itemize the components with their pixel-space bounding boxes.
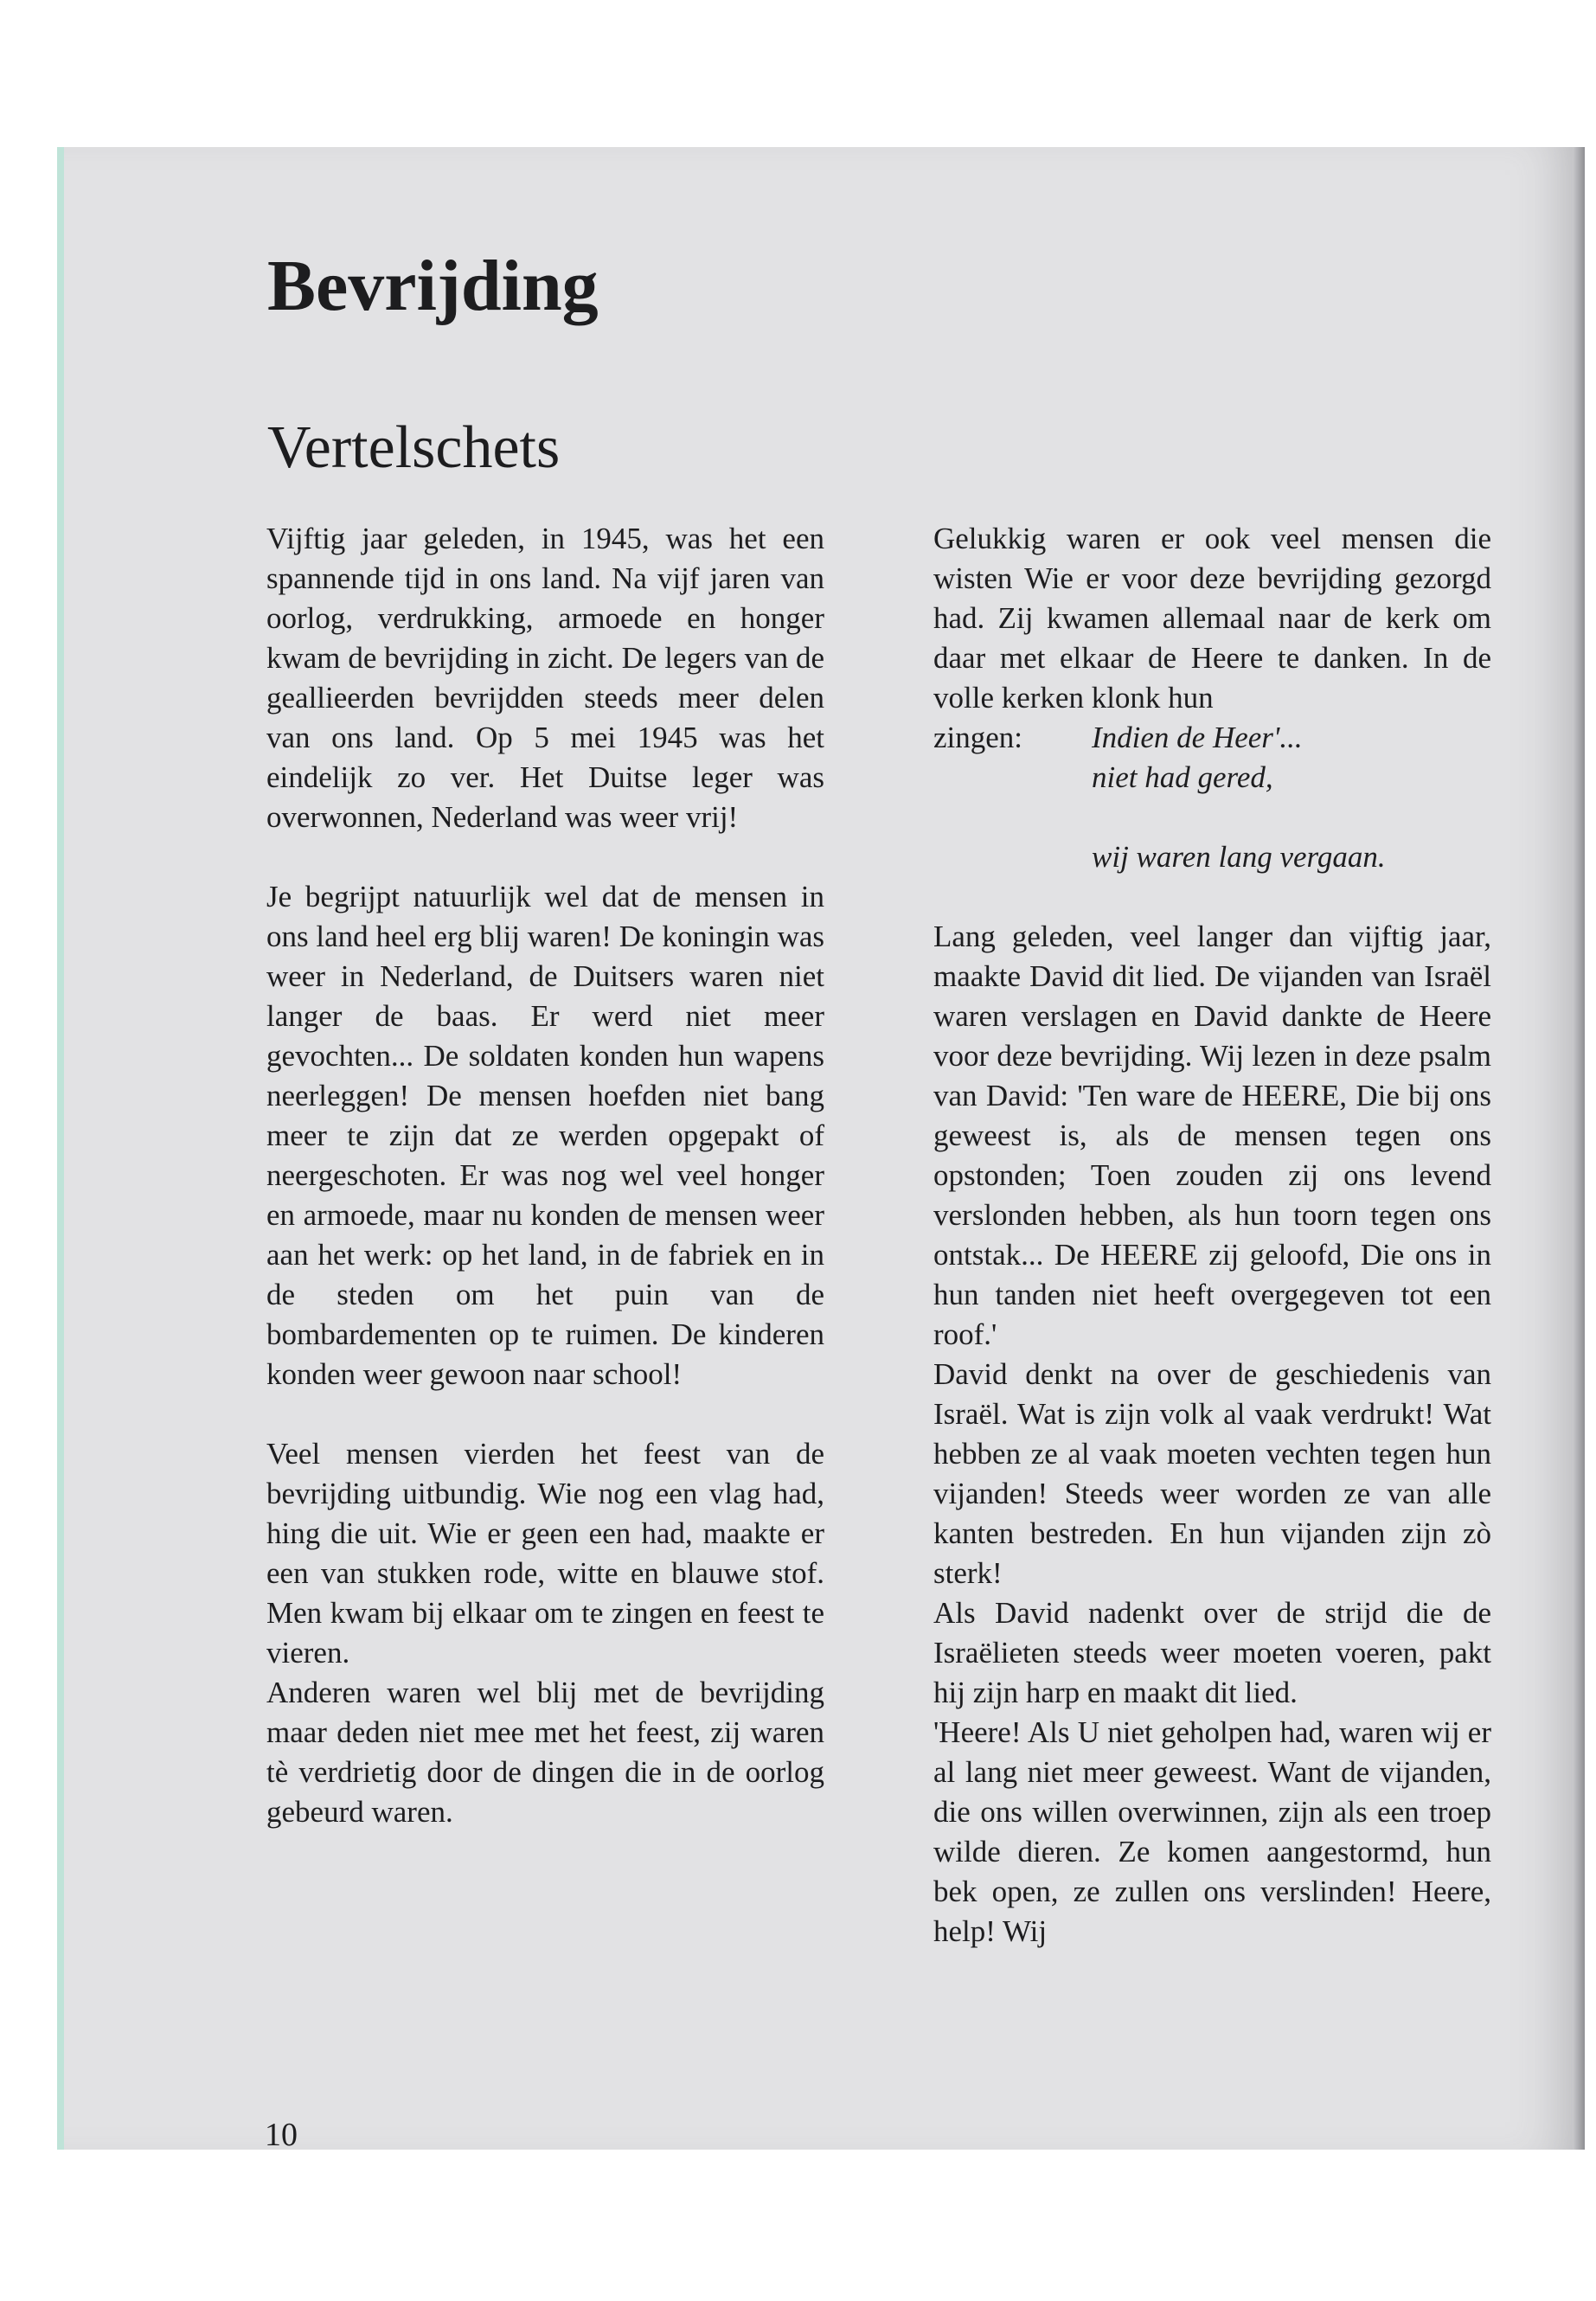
song-line bbox=[933, 718, 1491, 758]
paragraph: Lang geleden, veel langer dan vijftig jaar, maakte David dit lied. De vijanden van Israël waren verslagen en David dankte de Heere voor deze bevrijding. Wij lezen in deze psalm van David: 'Ten ware de HEERE, Die bij ons geweest is, als de mensen tegen ons opstonden; Toen zouden zij ons levend verslonden hebben, als hun toorn tegen ons ontstak... De HEERE zij geloofd, Die ons in hun tanden niet heeft overgegeven tot een roof.' bbox=[933, 920, 1491, 1351]
paragraph: Als David nadenkt over de strijd die de Israëlieten steeds weer moeten voeren, pakt hij zijn harp en maakt dit lied. bbox=[933, 1596, 1491, 1709]
song-quote bbox=[933, 718, 1491, 877]
page-spine-shadow bbox=[1573, 147, 1585, 2150]
page-title: Bevrijding bbox=[267, 246, 599, 326]
paragraph: Gelukkig waren er ook veel mensen die wisten Wie er voor deze bevrijding gezorgd had. Zij kwamen allemaal naar de kerk om daar met elkaar de Heere te danken. In de volle kerken klonk hun bbox=[933, 522, 1491, 715]
paragraph: Veel mensen vierden het feest van de bevrijding uitbundig. Wie nog een vlag had, hing die uit. Wie er geen een had, maakte er een van stukken rode, witte en blauwe stof. Men kwam bij elkaar om te zingen en feest te vieren. bbox=[266, 1437, 824, 1670]
paragraph: 'Heere! Als U niet geholpen had, waren wij er al lang niet meer geweest. Want de vijanden, die ons willen overwinnen, zijn als een troep wilde dieren. Ze komen aangestormd, hun bek open, ze zullen ons verslinden! Heere, help! Wij bbox=[933, 1715, 1491, 1948]
page-number: 10 bbox=[265, 2117, 298, 2153]
paragraph: David denkt na over de geschiedenis van Israël. Wat is zijn volk al vaak verdrukt! Wat hebben ze al vaak moeten vechten tegen hun vijanden! Steeds weer worden ze van alle kanten bestreden. En hun vijanden zijn zò sterk! bbox=[933, 1357, 1491, 1590]
left-text-column bbox=[266, 519, 824, 1832]
paragraph: Je begrijpt natuurlijk wel dat de mensen in ons land heel erg blij waren! De koningin was weer in Nederland, de Duitsers waren niet langer de baas. Er werd niet meer gevochten... De soldaten konden hun wapens neerleggen! De mensen hoefden niet bang meer te zijn dat ze werden opgepakt of neergeschoten. Er was nog wel veel honger en armoede, maar nu konden de mensen weer aan het werk: op het land, in de fabriek en in de steden om het puin van de bombardementen op te ruimen. De kinderen konden weer gewoon naar school! bbox=[266, 880, 824, 1391]
song-text: wij waren lang vergaan. bbox=[1092, 840, 1386, 874]
paragraph: Anderen waren wel blij met de bevrijding maar deden niet mee met het feest, zij waren tè verdrietig door de dingen die in de oorlog gebeurd waren. bbox=[266, 1676, 824, 1829]
paragraph: Vijftig jaar geleden, in 1945, was het een spannende tijd in ons land. Na vijf jaren van oorlog, verdrukking, armoede en honger kwam de bevrijding in zicht. De legers van de geallieerden bevrijdden steeds meer delen van ons land. Op 5 mei 1945 was het eindelijk zo ver. Het Duitse leger was overwonnen, Nederland was weer vrij! bbox=[266, 522, 824, 834]
book-page bbox=[57, 147, 1585, 2153]
song-text: niet had gered, bbox=[1092, 760, 1273, 794]
right-text-column bbox=[933, 519, 1491, 1952]
song-text: Indien de Heer'... bbox=[1092, 721, 1303, 754]
song-label: zingen: bbox=[933, 721, 1023, 754]
page-subtitle: Vertelschets bbox=[267, 414, 561, 481]
